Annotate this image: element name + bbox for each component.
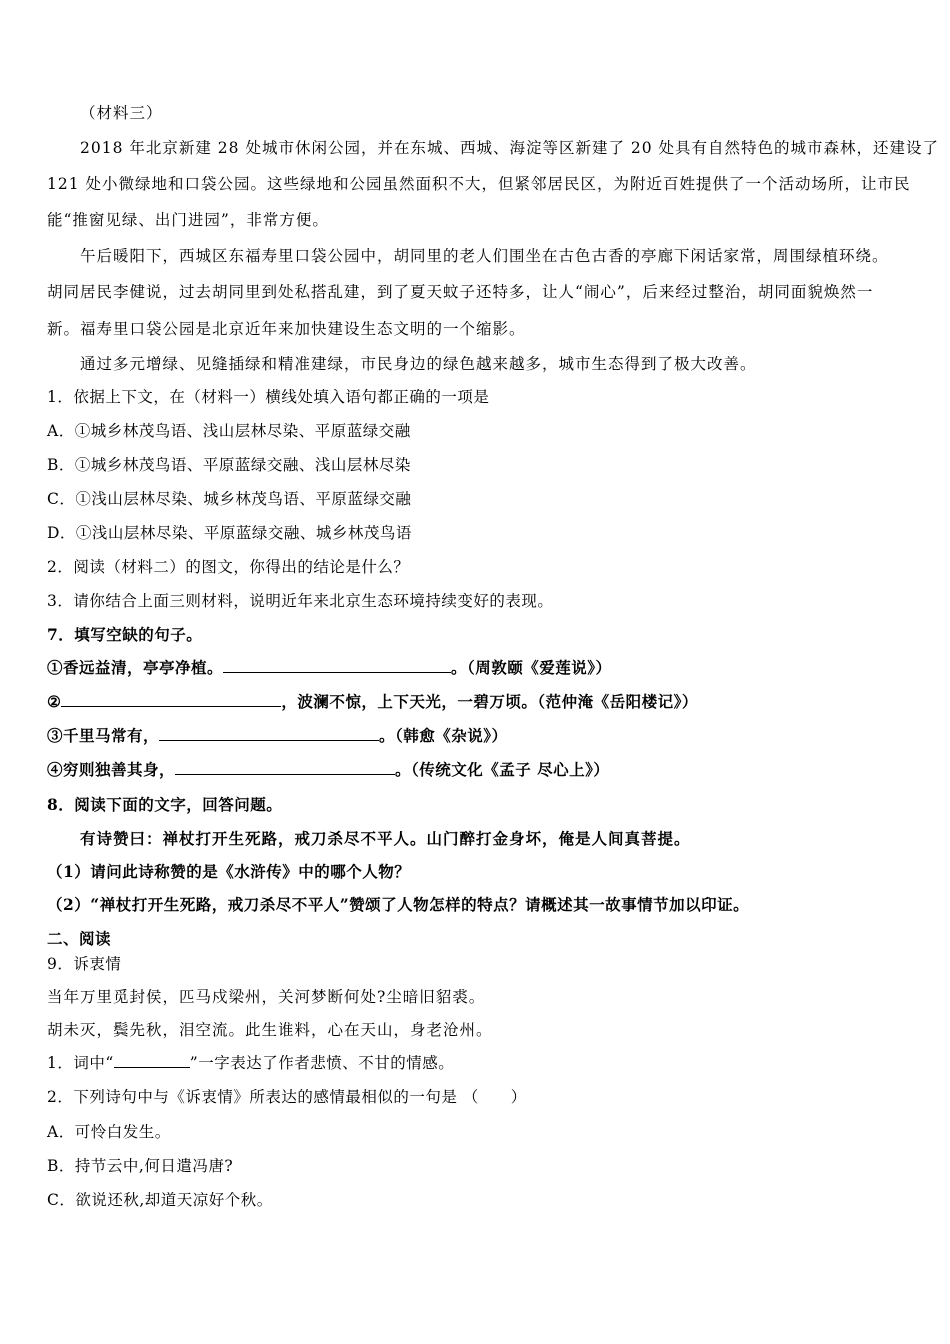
- material3-paragraph2-line1: 午后暖阳下，西城区东福寿里口袋公园中，胡同里的老人们围坐在古色古香的亭廊下闲话家常，周围绿植环绕。: [80, 247, 889, 265]
- material3-label: （材料三）: [80, 104, 163, 122]
- q7-line3: [47, 724, 508, 746]
- q7-line1-blank[interactable]: [223, 658, 451, 673]
- material3-paragraph2-line2: 胡同居民李健说，过去胡同里到处私搭乱建，到了夏天蚊子还特多，让人“闹心”，后来经过整治，胡同面貌焕然一: [47, 283, 874, 301]
- q9-sub1-prefix: 1．词中“: [47, 1054, 114, 1072]
- q6-option-a: A．①城乡林茂鸟语、浅山层林尽染、平原蓝绿交融: [47, 422, 411, 440]
- q8-poem: 有诗赞曰：禅杖打开生死路，戒刀杀尽不平人。山门醉打金身坏，俺是人间真菩提。: [80, 829, 691, 848]
- q9-option-b: B．持节云中,何日遣冯唐?: [47, 1157, 234, 1175]
- q6-sub3: 3．请你结合上面三则材料，说明近年来北京生态环境持续变好的表现。: [47, 592, 554, 610]
- q7-line2-prefix: ②: [47, 692, 62, 711]
- q6-sub1: 1．依据上下文，在（材料一）横线处填入语句都正确的一项是: [47, 388, 490, 406]
- q7-line1: [47, 656, 612, 678]
- q6-option-d: D．①浅山层林尽染、平原蓝绿交融、城乡林茂鸟语: [47, 524, 412, 542]
- q7-line4-prefix: ④穷则独善其身，: [47, 760, 176, 779]
- material3-paragraph2-line3: 新。福寿里口袋公园是北京近年来加快建设生态文明的一个缩影。: [47, 320, 526, 338]
- q7-line2-blank[interactable]: [61, 692, 281, 707]
- q7-line2: [47, 690, 698, 712]
- q8-title: 8．阅读下面的文字，回答问题。: [47, 795, 283, 814]
- q7-line2-suffix: ，波澜不惊，上下天光，一碧万顷。（范仲淹《岳阳楼记》）: [281, 692, 698, 711]
- material3-paragraph3: 通过多元增绿、见缝插绿和精准建绿，市民身边的绿色越来越多，城市生态得到了极大改善。: [80, 355, 757, 373]
- q9-sub2: 2．下列诗句中与《诉衷情》所表达的感情最相似的一句是 （ ）: [47, 1088, 527, 1106]
- q7-line3-suffix: 。（韩愈《杂说》）: [379, 726, 508, 745]
- q7-line4-blank[interactable]: [175, 760, 395, 775]
- q7-line4: [47, 758, 609, 780]
- q9-sub1: [47, 1051, 454, 1073]
- q9-title: 9．诉衷情: [47, 955, 122, 973]
- material3-paragraph1-line2: 121 处小微绿地和口袋公园。这些绿地和公园虽然面积不大，但紧邻居民区，为附近百姓提供了一个活动场所，让市民: [47, 175, 911, 193]
- material3-paragraph1-line3: 能“推窗见绿、出门进园”，非常方便。: [47, 211, 329, 229]
- q6-sub2: 2．阅读（材料二）的图文，你得出的结论是什么？: [47, 558, 410, 576]
- q7-title: 7．填写空缺的句子。: [47, 625, 203, 644]
- q9-poem-line2: 胡未灭，鬓先秋，泪空流。此生谁料，心在天山，身老沧州。: [47, 1021, 493, 1039]
- q7-line3-prefix: ③千里马常有，: [47, 726, 160, 745]
- q7-line3-blank[interactable]: [159, 726, 379, 741]
- q8-sub1: （1）请问此诗称赞的是《水浒传》中的哪个人物？: [47, 862, 411, 881]
- q7-line1-prefix: ①香远益清，亭亭净植。: [47, 658, 224, 677]
- material3-paragraph1-line1: 2018 年北京新建 28 处城市休闲公园，并在东城、西城、海淀等区新建了 20 处具有自然特色的城市森林，还建设了: [80, 139, 940, 157]
- q9-sub1-blank[interactable]: [114, 1053, 190, 1068]
- q8-sub2: （2）“禅杖打开生死路，戒刀杀尽不平人”赞颂了人物怎样的特点？请概述其一故事情节加以印证。: [47, 895, 750, 914]
- q9-option-a: A．可怜白发生。: [47, 1123, 171, 1141]
- q6-option-b: B．①城乡林茂鸟语、平原蓝绿交融、浅山层林尽染: [47, 456, 411, 474]
- q7-line1-suffix: 。（周敦颐《爱莲说》）: [451, 658, 612, 677]
- q6-option-c: C．①浅山层林尽染、城乡林茂鸟语、平原蓝绿交融: [47, 490, 412, 508]
- q9-sub1-suffix: ”一字表达了作者悲愤、不甘的情感。: [189, 1054, 455, 1072]
- q9-option-c: C．欲说还秋,却道天凉好个秋。: [47, 1191, 273, 1209]
- q7-line4-suffix: 。（传统文化《孟子 尽心上》）: [395, 760, 610, 779]
- section2-title: 二、阅读: [47, 929, 112, 948]
- q9-poem-line1: 当年万里觅封侯，匹马戍梁州，关河梦断何处?尘暗旧貂裘。: [47, 988, 486, 1006]
